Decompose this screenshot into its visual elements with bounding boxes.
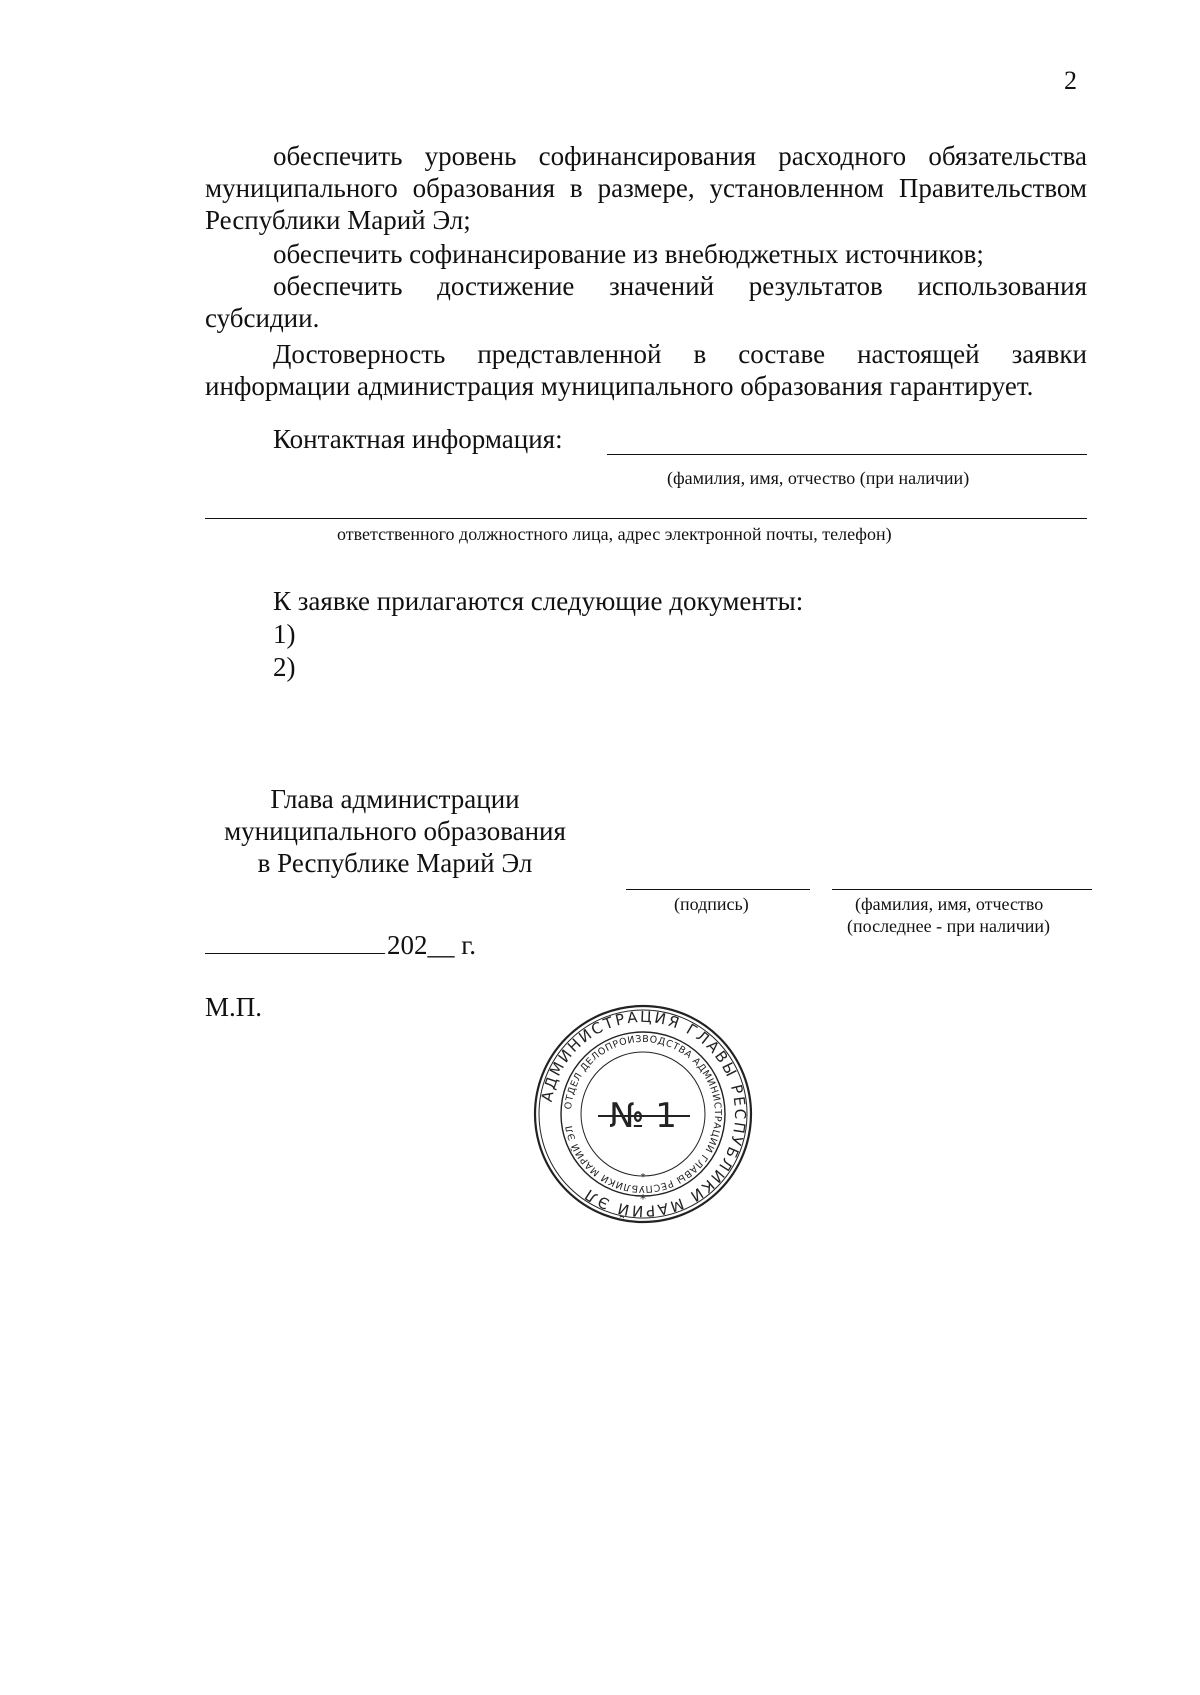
paragraph-results xyxy=(205,270,1087,334)
contact-label: Контактная информация: xyxy=(273,424,563,454)
paragraph-extrabudgetary xyxy=(205,238,1087,270)
paragraph-reliability xyxy=(205,338,1087,402)
stamp-star-icon: * xyxy=(640,1172,646,1183)
attachments-block xyxy=(273,585,803,684)
stamp-graphic xyxy=(532,1003,754,1225)
attachment-item: 1) xyxy=(273,619,296,649)
paragraph-cofinancing-level xyxy=(205,140,1087,236)
stamp-inner-text: ОТДЕЛ ДЕЛОПРОИЗВОДСТВА АДМИНИСТРАЦИИ ГЛАВЫ РЕСПУБЛИКИ МАРИЙ ЭЛ xyxy=(563,1033,724,1195)
signature-caption: (подпись) xyxy=(674,894,749,914)
date-field xyxy=(205,930,476,961)
signature-line xyxy=(626,889,810,890)
contact-caption-details: ответственного должностного лица, адрес электронной почты, телефон) xyxy=(337,524,892,544)
name-caption-line2: (последнее - при наличии) xyxy=(847,916,1051,936)
attachments-heading: К заявке прилагаются следующие документы: xyxy=(273,586,804,616)
signatory-title xyxy=(205,783,585,879)
attachment-item: 2) xyxy=(273,652,296,682)
signatory-title-line: в Республике Марий Эл xyxy=(257,848,533,878)
paragraph-text: обеспечить софинансирование из внебюджетных источников; xyxy=(273,239,984,269)
name-caption-line1: (фамилия, имя, отчество xyxy=(855,894,1044,914)
signatory-title-line: муниципального образования xyxy=(224,816,566,846)
contact-name-line xyxy=(607,454,1087,455)
stamp-star-icon: * xyxy=(640,1192,646,1206)
paragraph-text: обеспечить достижение значений результатов использования субсидии. xyxy=(205,271,1087,333)
date-year: 202__ г. xyxy=(387,930,477,960)
contact-caption-name: (фамилия, имя, отчество (при наличии) xyxy=(667,468,970,488)
seal-place-label: М.П. xyxy=(205,992,263,1022)
stamp-number: № 1 xyxy=(609,1096,677,1136)
contact-details-line xyxy=(205,518,1087,519)
official-stamp xyxy=(532,1003,754,1225)
paragraph-text: обеспечить уровень софинансирования расходного обязательства муниципального образования в размере, установленном Правительством Республики Марий Эл; xyxy=(205,141,1087,235)
stamp-outer-text: АДМИНИСТРАЦИЯ ГЛАВЫ РЕСПУБЛИКИ МАРИЙ ЭЛ xyxy=(537,1007,750,1221)
paragraph-text: Достоверность представленной в составе настоящей заявки информации администрация муниципального образования гарантирует. xyxy=(205,339,1087,401)
signatory-title-line: Глава администрации xyxy=(270,784,520,814)
date-blank xyxy=(205,931,385,954)
name-line xyxy=(832,889,1092,890)
page-number: 2 xyxy=(1064,66,1077,95)
